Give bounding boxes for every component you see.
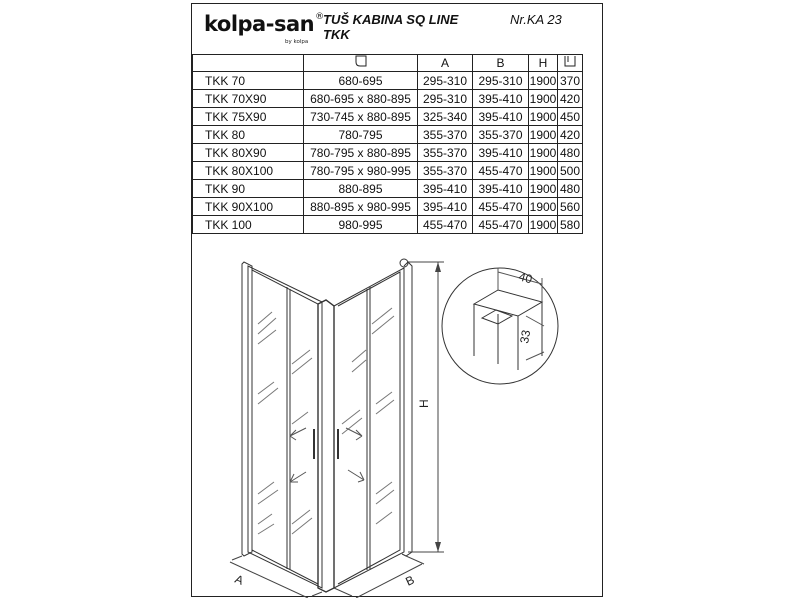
brand-byline: by kolpa xyxy=(285,39,309,45)
depth-cell: 480 xyxy=(558,144,583,162)
size-cell: 780-795 x 980-995 xyxy=(304,162,418,180)
b-cell: 455-470 xyxy=(473,162,529,180)
size-cell: 680-695 xyxy=(304,72,418,90)
registered-mark: ® xyxy=(315,12,324,22)
a-cell: 355-370 xyxy=(418,126,473,144)
slide-arrow-left-up xyxy=(290,428,306,440)
depth-cell: 370 xyxy=(558,72,583,90)
left-panel-frame xyxy=(242,262,252,556)
profile-detail xyxy=(474,268,544,370)
model: TKK 90 xyxy=(193,180,304,198)
h-cell: 1900 xyxy=(529,73,557,88)
technical-drawing xyxy=(192,4,604,598)
dimension-a-label: A xyxy=(232,571,246,588)
model: TKK 75X90 xyxy=(193,108,304,126)
a-cell: 395-410 xyxy=(418,180,473,198)
a-cell: 355-370 xyxy=(418,144,473,162)
size-cell: 730-745 x 880-895 xyxy=(304,108,418,126)
left-panel-inner xyxy=(252,270,318,584)
h-cell: 1900 xyxy=(529,181,557,196)
size-cell: 780-795 x 880-895 xyxy=(304,144,418,162)
model: TKK 80X100 xyxy=(193,162,304,180)
detail-width-label: 40 xyxy=(517,269,534,287)
brand-name: kolpa-san xyxy=(204,12,315,36)
model: TKK 90X100 xyxy=(193,198,304,216)
glass-reflections xyxy=(258,308,394,534)
h-cell: 1900 xyxy=(529,91,557,106)
slide-arrow-right-down xyxy=(348,470,364,482)
h-cell: 1900 xyxy=(529,199,557,214)
b-cell: 455-470 xyxy=(473,198,529,216)
model: TKK 80X90 xyxy=(193,144,304,162)
a-cell: 295-310 xyxy=(418,72,473,90)
model: TKK 70 xyxy=(193,72,304,90)
product-title-line1: TUŠ KABINA SQ LINE xyxy=(323,12,459,27)
document-number: Nr.KA 23 xyxy=(510,12,562,27)
h-cell: 1900 xyxy=(529,217,557,232)
size-cell: 780-795 xyxy=(304,126,418,144)
depth-cell: 560 xyxy=(558,198,583,216)
slide-arrow-left-down xyxy=(290,472,306,482)
size-cell: 680-695 x 880-895 xyxy=(304,90,418,108)
profile-detail-circle xyxy=(442,268,558,384)
depth-cell: 500 xyxy=(558,162,583,180)
depth-cell: 420 xyxy=(558,126,583,144)
product-spec-sheet xyxy=(191,3,603,597)
slide-arrow-right-up xyxy=(346,428,362,440)
header-b: B xyxy=(473,55,529,72)
dimension-b-label: B xyxy=(403,572,417,589)
a-cell: 295-310 xyxy=(418,90,473,108)
product-title-line2: TKK xyxy=(323,27,350,42)
dimension-h-label: H xyxy=(417,399,431,408)
h-cell: 1900 xyxy=(529,109,557,124)
a-cell: 455-470 xyxy=(418,216,473,234)
h-cell: 1900 xyxy=(529,163,557,178)
b-cell: 455-470 xyxy=(473,216,529,234)
a-cell: 325-340 xyxy=(418,108,473,126)
model: TKK 80 xyxy=(193,126,304,144)
a-cell: 395-410 xyxy=(418,198,473,216)
b-cell: 395-410 xyxy=(473,180,529,198)
size-cell: 980-995 xyxy=(304,216,418,234)
b-cell: 355-370 xyxy=(473,126,529,144)
depth-cell: 420 xyxy=(558,90,583,108)
depth-cell: 450 xyxy=(558,108,583,126)
depth-cell: 480 xyxy=(558,180,583,198)
b-cell: 395-410 xyxy=(473,108,529,126)
detail-depth-label: 33 xyxy=(517,328,534,345)
b-cell: 395-410 xyxy=(473,90,529,108)
size-cell: 880-895 xyxy=(304,180,418,198)
corner-post xyxy=(318,300,334,592)
h-cell: 1900 xyxy=(529,145,557,160)
header-a: A xyxy=(418,55,473,72)
left-panel-outer xyxy=(248,266,322,588)
model: TKK 70X90 xyxy=(193,90,304,108)
h-cell: 1900 xyxy=(529,127,557,142)
size-cell: 880-895 x 980-995 xyxy=(304,198,418,216)
model: TKK 100 xyxy=(193,216,304,234)
b-cell: 395-410 xyxy=(473,144,529,162)
depth-cell: 580 xyxy=(558,216,583,234)
header-h: H xyxy=(529,55,558,72)
b-cell: 295-310 xyxy=(473,72,529,90)
a-cell: 355-370 xyxy=(418,162,473,180)
